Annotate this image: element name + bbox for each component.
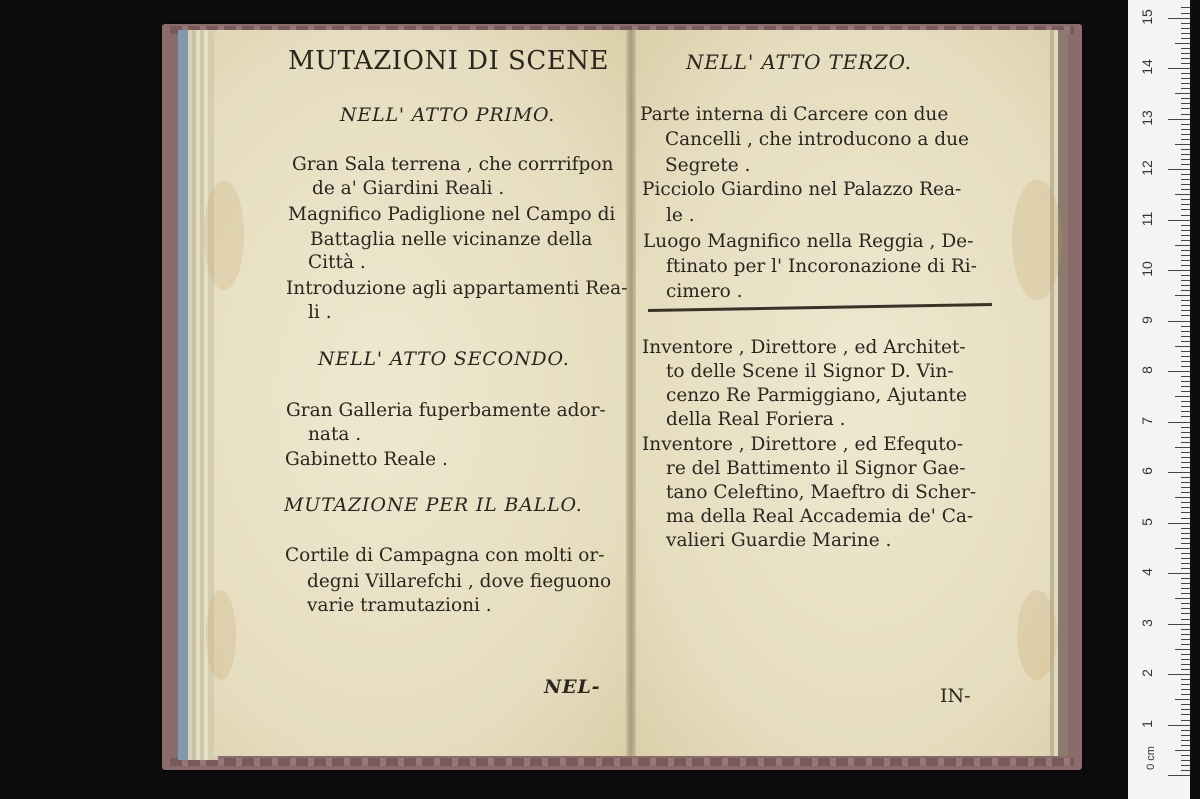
ruler-tick [1181, 765, 1190, 766]
ruler-tick [1181, 755, 1190, 756]
ruler-tick [1175, 346, 1190, 347]
ruler-tick [1181, 689, 1190, 690]
ruler-tick [1168, 18, 1190, 19]
ruler-tick [1181, 114, 1190, 115]
ruler-tick [1181, 179, 1190, 180]
ruler-tick [1181, 639, 1190, 640]
ruler-tick [1168, 119, 1190, 120]
ruler-tick [1181, 305, 1190, 306]
page-stain [1012, 180, 1062, 300]
text-line: cenzo Re Parmiggiano, Ajutante [666, 385, 967, 406]
text-line: Gabinetto Reale . [285, 449, 448, 470]
ruler-number: 2 [1139, 669, 1155, 677]
ruler-tick [1168, 270, 1190, 271]
ruler-tick [1175, 144, 1190, 145]
ruler-tick [1175, 699, 1190, 700]
text-line: ma della Real Accademia de' Ca- [666, 506, 974, 527]
page-stain [206, 590, 236, 680]
ruler-tick [1175, 649, 1190, 650]
ruler-tick [1181, 326, 1190, 327]
text-line: re del Battimento il Signor Gae- [666, 458, 966, 479]
ruler-tick [1181, 7, 1190, 8]
ruler-tick [1181, 442, 1190, 443]
ruler-tick [1175, 245, 1190, 246]
ruler-tick [1168, 725, 1190, 726]
ruler-tick [1181, 583, 1190, 584]
ruler-tick [1168, 220, 1190, 221]
ruler-number: 5 [1139, 517, 1155, 526]
ruler-tick [1181, 366, 1190, 367]
ruler-tick [1181, 235, 1190, 236]
text-line: tano Celeftino, Maeftro di Scher- [666, 482, 977, 503]
ruler-number: 10 [1139, 261, 1155, 277]
ruler-number: 3 [1139, 618, 1155, 627]
ruler-tick [1181, 331, 1190, 332]
ruler-tick [1181, 563, 1190, 564]
catchword-left: NEL- [544, 676, 601, 698]
text-line: li . [308, 302, 332, 323]
ruler-tick [1181, 644, 1190, 645]
ruler-tick [1181, 462, 1190, 463]
text-line: Inventore , Direttore , ed Architet- [642, 337, 966, 358]
ruler-tick [1181, 603, 1190, 604]
ruler-tick [1181, 310, 1190, 311]
ruler-tick [1181, 48, 1190, 49]
ruler-tick [1181, 528, 1190, 529]
text-line: Segrete . [665, 155, 751, 176]
ruler-tick [1181, 356, 1190, 357]
ruler-tick [1168, 775, 1190, 776]
ruler-tick [1181, 139, 1190, 140]
ruler-tick [1181, 88, 1190, 89]
ruler-number: 13 [1139, 109, 1155, 126]
text-line: Città . [308, 252, 366, 273]
act-one-title: NELL' ATTO PRIMO. [340, 104, 556, 126]
text-line: Inventore , Direttore , ed Efequto- [642, 434, 964, 455]
ruler-tick [1181, 608, 1190, 609]
ruler-tick [1181, 669, 1190, 670]
ruler-tick [1181, 265, 1190, 266]
ruler-tick [1181, 341, 1190, 342]
text-line: Cancelli , che introducono a due [665, 129, 969, 150]
text-line: Gran Sala terrena , che corrrifpon [292, 154, 614, 175]
act-three-title: NELL' ATTO TERZO. [686, 50, 912, 74]
ruler-tick [1181, 558, 1190, 559]
catchword-right: IN- [940, 685, 971, 707]
text-line: Battaglia nelle vicinanze della [310, 229, 593, 250]
ruler-tick [1181, 260, 1190, 261]
ruler-tick [1181, 129, 1190, 130]
text-line: ftinato per l' Incoronazione di Ri- [666, 256, 977, 277]
ruler-tick [1181, 629, 1190, 630]
ruler-tick [1181, 720, 1190, 721]
ruler-number: 7 [1139, 416, 1155, 425]
ruler-tick [1181, 154, 1190, 155]
text-line: Luogo Magnifico nella Reggia , De- [643, 231, 974, 252]
ruler-tick [1181, 250, 1190, 251]
ruler-tick [1181, 533, 1190, 534]
text-line: Introduzione agli appartamenti Rea- [286, 278, 628, 299]
ruler-number: 9 [1139, 315, 1155, 324]
ruler-tick [1181, 174, 1190, 175]
text-line: le . [666, 205, 695, 226]
ruler-tick [1168, 321, 1190, 322]
act-two-title: NELL' ATTO SECONDO. [318, 348, 570, 370]
text-line: de a' Giardini Reali . [312, 178, 505, 199]
ruler-tick [1175, 93, 1190, 94]
ruler-tick [1181, 149, 1190, 150]
ruler-tick [1181, 13, 1190, 14]
ruler-unit-label: 0 cm [1145, 746, 1157, 770]
ruler-tick [1175, 598, 1190, 599]
ruler-tick [1168, 523, 1190, 524]
ruler-tick [1181, 315, 1190, 316]
text-line: valieri Guardie Marine . [666, 530, 892, 551]
text-line: degni Villarefchi , dove fieguono [307, 571, 612, 592]
ruler-tick [1181, 38, 1190, 39]
ruler-tick [1181, 467, 1190, 468]
ruler-tick [1181, 543, 1190, 544]
ruler-tick [1175, 295, 1190, 296]
ruler-tick [1181, 634, 1190, 635]
ruler-tick [1181, 401, 1190, 402]
ruler-tick [1168, 68, 1190, 69]
ruler-tick [1181, 477, 1190, 478]
ruler-tick [1181, 568, 1190, 569]
ruler-tick [1175, 43, 1190, 44]
ruler-tick [1181, 538, 1190, 539]
ruler-tick [1181, 361, 1190, 362]
ruler-tick [1181, 437, 1190, 438]
ruler-tick [1181, 457, 1190, 458]
ruler-tick [1181, 103, 1190, 104]
ruler-number: 6 [1139, 467, 1155, 475]
ruler-tick [1168, 422, 1190, 423]
ruler-tick [1181, 588, 1190, 589]
ruler-tick [1181, 664, 1190, 665]
ruler-tick [1181, 386, 1190, 387]
ruler-tick [1175, 194, 1190, 195]
ruler-tick [1181, 159, 1190, 160]
ruler-tick [1181, 240, 1190, 241]
text-line: Cortile di Campagna con molti or- [285, 545, 605, 566]
ruler-tick [1181, 432, 1190, 433]
ruler-tick [1181, 745, 1190, 746]
ruler-tick [1181, 285, 1190, 286]
ruler-tick [1175, 497, 1190, 498]
ruler-tick [1181, 593, 1190, 594]
ruler-tick [1181, 502, 1190, 503]
ruler-tick [1181, 553, 1190, 554]
ruler-tick [1168, 674, 1190, 675]
text-line: Picciolo Giardino nel Palazzo Rea- [642, 179, 962, 200]
ruler-tick [1181, 63, 1190, 64]
ruler-tick [1181, 33, 1190, 34]
ruler-tick [1175, 396, 1190, 397]
measuring-ruler [1128, 0, 1190, 799]
ruler-tick [1168, 472, 1190, 473]
ruler-tick [1181, 164, 1190, 165]
ruler-tick [1181, 184, 1190, 185]
ruler-tick [1175, 447, 1190, 448]
ruler-tick [1181, 487, 1190, 488]
ruler-tick [1181, 619, 1190, 620]
ruler-number: 15 [1139, 8, 1155, 25]
text-line: Magnifico Padiglione nel Campo di [288, 204, 616, 225]
ruler-number: 14 [1139, 59, 1155, 75]
text-line: to delle Scene il Signor D. Vin- [666, 361, 954, 382]
text-line: nata . [308, 424, 362, 445]
ruler-tick [1181, 199, 1190, 200]
ruler-tick [1181, 518, 1190, 519]
text-line: Gran Galleria fuperbamente ador- [286, 400, 606, 421]
ruler-tick [1181, 770, 1190, 771]
ruler-tick [1181, 416, 1190, 417]
ruler-tick [1181, 209, 1190, 210]
ruler-tick [1168, 371, 1190, 372]
ruler-tick [1181, 124, 1190, 125]
ruler-tick [1181, 684, 1190, 685]
ruler-tick [1181, 351, 1190, 352]
ruler-tick [1181, 108, 1190, 109]
ruler-tick [1181, 134, 1190, 135]
ruler-tick [1168, 169, 1190, 170]
ruler-tick [1181, 204, 1190, 205]
text-line: varie tramutazioni . [307, 595, 492, 616]
ruler-tick [1175, 750, 1190, 751]
ruler-tick [1181, 659, 1190, 660]
ruler-tick [1181, 28, 1190, 29]
ruler-tick [1181, 704, 1190, 705]
ruler-tick [1168, 573, 1190, 574]
ruler-tick [1181, 336, 1190, 337]
ruler-number: 11 [1139, 211, 1155, 226]
ruler-tick [1181, 427, 1190, 428]
book-gutter [626, 30, 636, 756]
ruler-tick [1181, 275, 1190, 276]
page-heading: MUTAZIONI DI SCENE [288, 46, 609, 76]
ruler-tick [1181, 679, 1190, 680]
ruler-tick [1181, 189, 1190, 190]
ruler-tick [1181, 694, 1190, 695]
ruler-tick [1181, 53, 1190, 54]
ruler-tick [1181, 452, 1190, 453]
ruler-tick [1181, 83, 1190, 84]
ruler-tick [1181, 578, 1190, 579]
ruler-number: 12 [1139, 160, 1155, 176]
text-line: della Real Foriera . [666, 409, 846, 430]
ruler-tick [1181, 381, 1190, 382]
ruler-tick [1181, 376, 1190, 377]
ruler-tick [1181, 98, 1190, 99]
ruler-tick [1181, 73, 1190, 74]
ruler-tick [1181, 255, 1190, 256]
ruler-tick [1181, 709, 1190, 710]
ruler-tick [1181, 654, 1190, 655]
cover-edge-bottom [170, 758, 1074, 766]
ruler-tick [1181, 290, 1190, 291]
ruler-tick [1181, 512, 1190, 513]
ruler-tick [1181, 78, 1190, 79]
ruler-tick [1175, 548, 1190, 549]
ballet-title: MUTAZIONE PER IL BALLO. [284, 494, 583, 516]
ruler-tick [1181, 760, 1190, 761]
left-page [214, 30, 630, 756]
ruler-tick [1181, 613, 1190, 614]
text-line: cimero . [666, 281, 743, 302]
ruler-tick [1181, 411, 1190, 412]
page-stain [204, 180, 244, 290]
ruler-tick [1181, 225, 1190, 226]
ruler-tick [1181, 507, 1190, 508]
ruler-tick [1181, 300, 1190, 301]
ruler-tick [1181, 492, 1190, 493]
ruler-tick [1181, 730, 1190, 731]
ruler-tick [1181, 735, 1190, 736]
ruler-tick [1181, 280, 1190, 281]
ruler-tick [1181, 23, 1190, 24]
ruler-tick [1181, 406, 1190, 407]
ruler-tick [1181, 230, 1190, 231]
ruler-tick [1181, 391, 1190, 392]
ruler-tick [1181, 714, 1190, 715]
ruler-tick [1181, 740, 1190, 741]
ruler-tick [1181, 58, 1190, 59]
ruler-number: 8 [1139, 366, 1155, 374]
ruler-tick [1181, 482, 1190, 483]
ruler-tick [1168, 624, 1190, 625]
ruler-number: 1 [1139, 719, 1155, 728]
ruler-number: 4 [1139, 568, 1155, 576]
page-stain [1017, 590, 1057, 680]
ruler-tick [1181, 215, 1190, 216]
text-line: Parte interna di Carcere con due [640, 104, 949, 125]
